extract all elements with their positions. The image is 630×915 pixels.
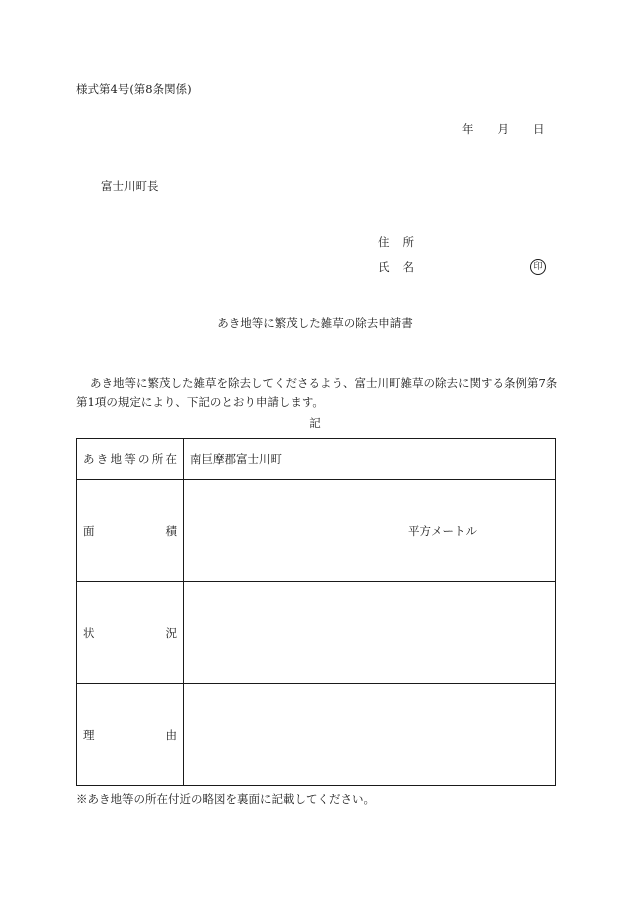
condition-label-char: 状 bbox=[83, 625, 95, 640]
area-label-char: 積 bbox=[165, 523, 177, 538]
footnote: ※あき地等の所在付近の略図を裏面に記載してください。 bbox=[76, 792, 375, 806]
area-value-cell[interactable] bbox=[184, 480, 556, 582]
area-label bbox=[77, 523, 183, 539]
location-label bbox=[77, 451, 183, 467]
date-day-label: 日 bbox=[533, 122, 545, 136]
location-label-char: 所 bbox=[151, 452, 164, 466]
reason-value-cell[interactable] bbox=[184, 684, 556, 786]
document-title: あき地等に繁茂した雑草の除去申請書 bbox=[217, 316, 413, 330]
applicant-address-label bbox=[378, 237, 414, 249]
location-label-char: 等 bbox=[124, 452, 136, 466]
area-row bbox=[77, 480, 556, 582]
condition-value-cell[interactable] bbox=[184, 582, 556, 684]
location-row bbox=[77, 439, 556, 480]
location-value-cell[interactable] bbox=[184, 439, 556, 480]
form-number: 様式第4号(第8条関係) bbox=[76, 82, 192, 96]
details-table bbox=[76, 438, 556, 786]
condition-label-char: 況 bbox=[165, 625, 177, 640]
area-label-char: 面 bbox=[83, 523, 95, 538]
date-line bbox=[462, 124, 545, 136]
condition-label-cell bbox=[77, 582, 184, 684]
area-unit: 平方メートル bbox=[408, 523, 477, 538]
location-label-char: き bbox=[96, 452, 109, 466]
location-label-char: 在 bbox=[165, 452, 177, 466]
location-label-char: 地 bbox=[110, 452, 122, 466]
applicant-name-label bbox=[378, 262, 414, 274]
address-label-char-1: 住 bbox=[378, 235, 390, 249]
addressee: 富士川町長 bbox=[101, 179, 159, 193]
reason-label-cell bbox=[77, 684, 184, 786]
name-label-char-2: 名 bbox=[402, 260, 414, 274]
date-year-label: 年 bbox=[462, 122, 474, 136]
seal-mark: 印 bbox=[530, 259, 546, 275]
location-label-char: あ bbox=[83, 452, 95, 466]
location-value: 南巨摩郡富士川町 bbox=[190, 452, 282, 466]
condition-label bbox=[77, 625, 183, 641]
date-month-label: 月 bbox=[497, 122, 509, 136]
reason-label bbox=[77, 727, 183, 743]
request-body-text: あき地等に繁茂した雑草を除去してくださるよう、富士川町雑草の除去に関する条例第7条第1項の規定により、下記のとおり申請します。 bbox=[76, 376, 558, 409]
name-label-char-1: 氏 bbox=[378, 260, 390, 274]
location-label-char: の bbox=[138, 452, 150, 466]
location-label-cell bbox=[77, 439, 184, 480]
area-label-cell bbox=[77, 480, 184, 582]
condition-row bbox=[77, 582, 556, 684]
reason-label-char: 理 bbox=[83, 727, 95, 742]
address-label-char-2: 所 bbox=[402, 235, 414, 249]
reason-label-char: 由 bbox=[165, 727, 177, 742]
reason-row bbox=[77, 684, 556, 786]
ki-heading: 記 bbox=[309, 416, 321, 430]
